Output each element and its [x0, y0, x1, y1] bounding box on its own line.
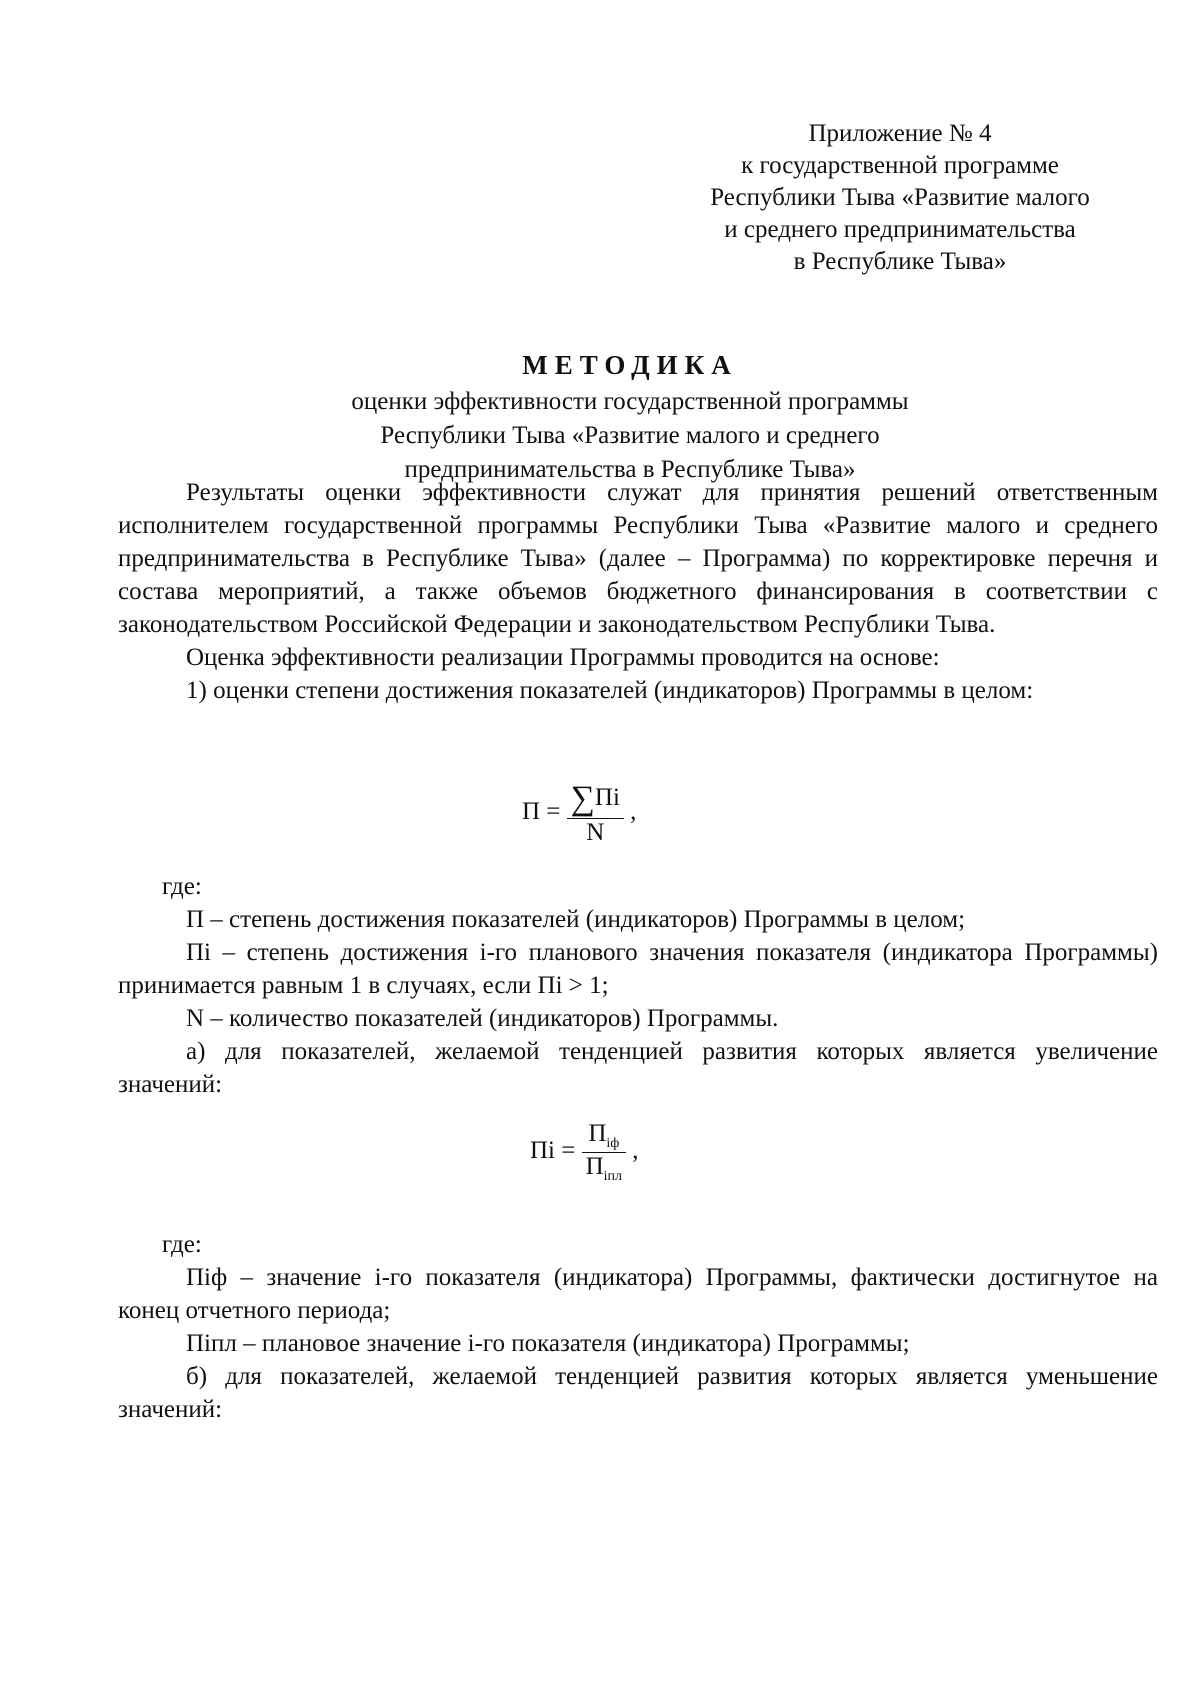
body-section-3	[118, 1228, 1158, 1426]
formula-increase	[530, 1120, 639, 1185]
paragraph: Пiпл – плановое значение i-го показателя (индикатора) Программы;	[186, 1330, 910, 1357]
where-label: где:	[162, 1231, 202, 1258]
paragraph: а) для показателей, желаемой тенденцией развития которых является увеличение значений:	[118, 1038, 1158, 1098]
formula-denominator: N	[586, 819, 605, 846]
numerator-text: Пi	[594, 784, 620, 811]
formula-numerator	[582, 1120, 626, 1153]
paragraph: 1) оценки степени достижения показателей (индикаторов) Программы в целом:	[186, 677, 1034, 704]
body-section-1	[118, 476, 1158, 707]
formula-fraction	[582, 1120, 626, 1185]
sigma-symbol: ∑	[570, 780, 595, 817]
formula-overall	[522, 780, 636, 847]
paragraph: б) для показателей, желаемой тенденцией развития которых является уменьшение значений:	[118, 1363, 1158, 1423]
paragraph: Оценка эффективности реализации Программы проводится на основе:	[186, 644, 940, 671]
numerator-subscript: iф	[606, 1136, 620, 1151]
denominator-base: П	[585, 1153, 604, 1180]
annex-line: и среднего предпринимательства	[724, 216, 1076, 243]
paragraph: Пiф – значение i-го показателя (индикатора) Программы, фактически достигнутое на конец отчетного периода;	[118, 1264, 1158, 1324]
formula-numerator	[567, 780, 624, 819]
formula-lhs: П =	[522, 798, 561, 826]
formula-denominator	[582, 1153, 626, 1185]
formula-lhs: Пi =	[530, 1137, 576, 1165]
annex-line: к государственной программе	[741, 152, 1059, 179]
annex-line: Республики Тыва «Развитие малого	[710, 184, 1090, 211]
annex-line: Приложение № 4	[808, 120, 992, 147]
paragraph: Пi – степень достижения i-го планового значения показателя (индикатора Программы) принимается равным 1 в случаях, если Пi > 1;	[118, 939, 1158, 999]
paragraph: П – степень достижения показателей (индикаторов) Программы в целом;	[186, 906, 966, 933]
numerator-base: П	[588, 1120, 607, 1147]
formula-tail: ,	[630, 798, 637, 826]
denominator-subscript: iпл	[603, 1169, 623, 1184]
document-title: МЕТОДИКА	[522, 350, 738, 380]
subtitle-line: Республики Тыва «Развитие малого и среднего	[380, 422, 880, 449]
annex-line: в Республике Тыва»	[793, 248, 1007, 275]
where-label: где:	[162, 873, 202, 900]
formula-tail: ,	[632, 1137, 639, 1165]
paragraph: Результаты оценки эффективности служат для принятия решений ответственным исполнителем государственной программы Республики Тыва «Развитие малого и среднего предпринимательства в Республике Тыва» (далее – Программа) по корректировке перечня и состава мероприятий, а также объемов бюджетного финансирования в соответствии с законодательством Российской Федерации и законодательством Республики Тыва.	[118, 479, 1158, 638]
body-section-2	[118, 870, 1158, 1101]
annex-header	[690, 118, 1110, 278]
paragraph: N – количество показателей (индикаторов) Программы.	[186, 1005, 779, 1032]
subtitle-line: предпринимательства в Республике Тыва»	[404, 456, 856, 483]
document-subtitle	[0, 385, 1200, 487]
formula-fraction	[567, 780, 624, 847]
subtitle-line: оценки эффективности государственной программы	[351, 388, 909, 415]
